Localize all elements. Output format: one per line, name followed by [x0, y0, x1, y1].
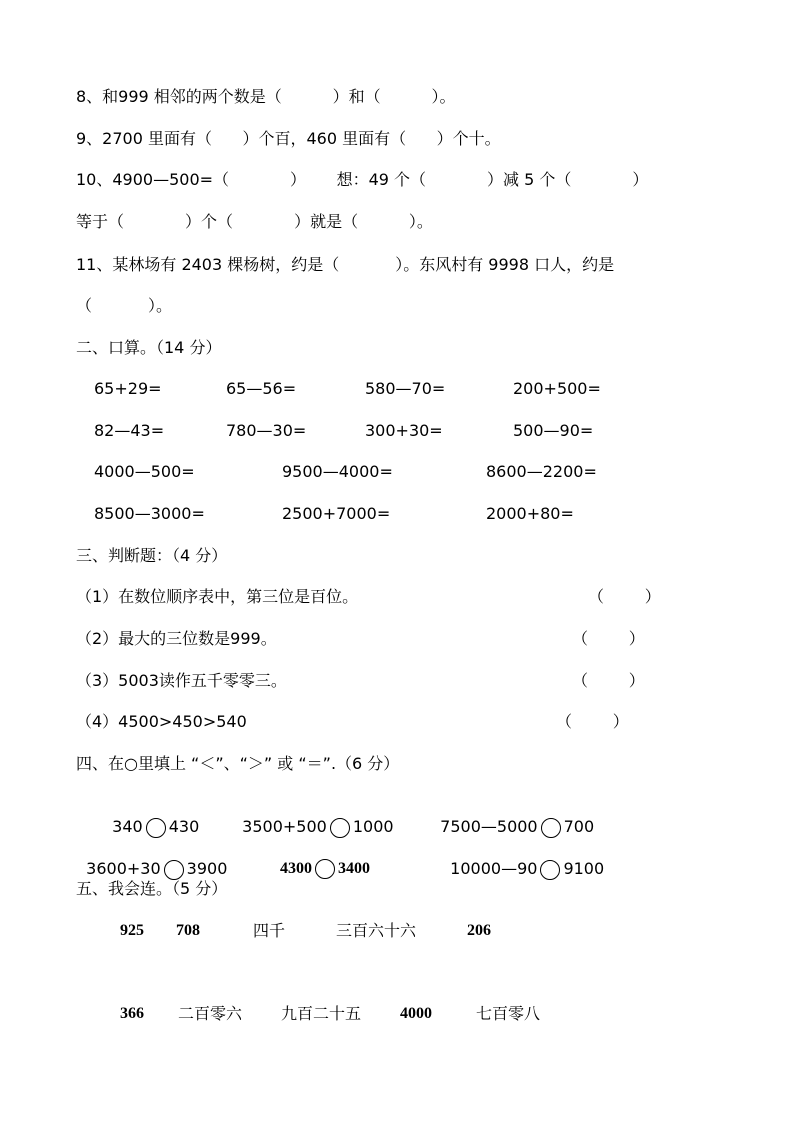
compare-right: 430	[168, 817, 200, 836]
judge-answer-2[interactable]: （ ）	[572, 629, 645, 648]
oral-item: 4000—500=	[94, 462, 195, 481]
compare-item	[76, 836, 227, 880]
judge-item-2: （2）最大的三位数是999。	[76, 629, 277, 648]
compare-item	[232, 794, 394, 838]
section-oral-heading: 二、口算。（14 分）	[76, 338, 222, 357]
oral-item: 8600—2200=	[486, 462, 597, 481]
connect-bottom-item[interactable]: 366	[120, 1005, 144, 1022]
connect-bottom-item[interactable]: 二百零六	[178, 1004, 243, 1023]
compare-right: 9100	[563, 859, 605, 878]
oral-item: 500—90=	[513, 421, 594, 440]
question-10-line2: 等于（ ）个（ ）就是（ ）。	[76, 212, 433, 231]
judge-item-3: （3）5003读作五千零零三。	[76, 671, 287, 690]
compare-right: 3900	[186, 859, 228, 878]
oral-item: 200+500=	[513, 379, 601, 398]
compare-circle[interactable]	[315, 859, 335, 879]
compare-circle[interactable]	[164, 860, 184, 880]
compare-right: 1000	[352, 817, 394, 836]
compare-left: 340	[112, 817, 143, 836]
connect-top-item[interactable]: 206	[467, 922, 491, 939]
connect-bottom-item[interactable]: 七百零八	[476, 1004, 541, 1023]
connect-bottom-item[interactable]: 4000	[400, 1005, 432, 1022]
compare-item	[430, 794, 594, 838]
oral-item: 65—56=	[226, 379, 297, 398]
oral-item: 300+30=	[365, 421, 443, 440]
question-9: 9、2700 里面有（ ）个百，460 里面有（ ）个十。	[76, 129, 501, 148]
oral-item: 82—43=	[94, 421, 165, 440]
connect-bottom-item[interactable]: 九百二十五	[281, 1004, 362, 1023]
question-11-line1: 11、某林场有 2403 棵杨树，约是（ ）。东风村有 9998 口人，约是	[76, 255, 615, 274]
compare-item	[440, 836, 604, 880]
judge-item-4: （4）4500>450>540	[76, 712, 247, 731]
connect-top-item[interactable]: 四千	[253, 921, 286, 940]
section-compare-heading: 四、在○里填上 “＜”、“＞” 或 “＝”.（6 分）	[76, 754, 400, 773]
compare-circle[interactable]	[541, 818, 561, 838]
compare-item	[272, 836, 370, 880]
connect-top-item[interactable]: 925	[120, 922, 144, 939]
oral-item: 780—30=	[226, 421, 307, 440]
judge-answer-4[interactable]: （ ）	[556, 712, 629, 731]
judge-item-1: （1）在数位顺序表中，第三位是百位。	[76, 587, 359, 606]
question-8: 8、和999 相邻的两个数是（ ）和（ ）。	[76, 87, 456, 106]
compare-left: 3500+500	[242, 817, 327, 836]
oral-item: 8500—3000=	[94, 504, 205, 523]
compare-left: 3600+30	[86, 859, 161, 878]
question-10-line1: 10、4900—500=（ ） 想：49 个（ ）减 5 个（ ）	[76, 170, 649, 189]
compare-left: 7500—5000	[440, 817, 538, 836]
judge-answer-1[interactable]: （ ）	[588, 587, 661, 606]
compare-right: 3400	[338, 860, 370, 877]
connect-top-item[interactable]: 708	[176, 922, 200, 939]
compare-circle[interactable]	[540, 860, 560, 880]
oral-item: 65+29=	[94, 379, 162, 398]
compare-left: 4300	[280, 860, 312, 877]
compare-right: 700	[563, 817, 595, 836]
compare-circle[interactable]	[330, 818, 350, 838]
oral-item: 2000+80=	[486, 504, 574, 523]
section-judge-heading: 三、判断题：（4 分）	[76, 546, 228, 565]
section-connect-heading: 五、我会连。（5 分）	[76, 879, 228, 898]
oral-item: 2500+7000=	[282, 504, 391, 523]
compare-left: 10000—90	[450, 859, 538, 878]
question-11-line2: （ ）。	[76, 296, 172, 315]
oral-item: 9500—4000=	[282, 462, 393, 481]
connect-top-item[interactable]: 三百六十六	[336, 921, 417, 940]
oral-item: 580—70=	[365, 379, 446, 398]
compare-circle[interactable]	[146, 818, 166, 838]
compare-item	[102, 794, 199, 838]
judge-answer-3[interactable]: （ ）	[572, 671, 645, 690]
